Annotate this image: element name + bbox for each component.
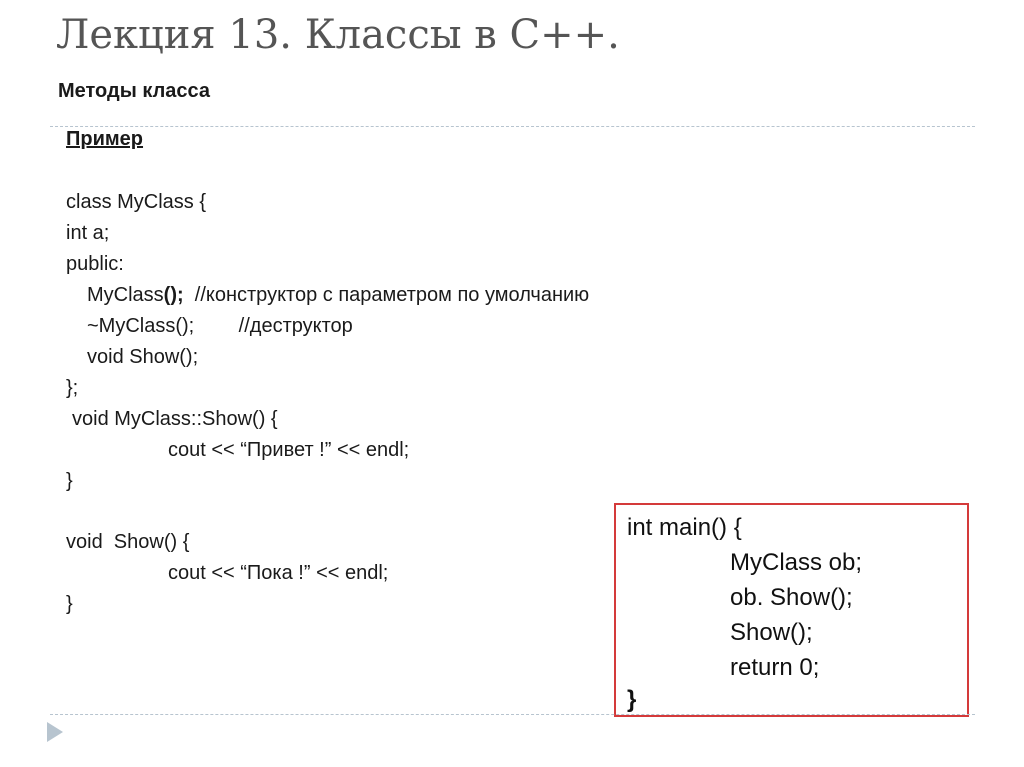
slide-title: Лекция 13. Классы в С++. (56, 12, 620, 58)
code-line: } (66, 593, 73, 615)
main-line: } (627, 686, 637, 713)
code-line: int a; (66, 222, 110, 244)
main-line: MyClass ob; (730, 549, 863, 576)
code-line: void Show(); (87, 346, 199, 368)
main-line: int main() { (627, 514, 742, 541)
code-line: } (66, 470, 73, 492)
code-line-constructor (87, 283, 589, 307)
main-line: Show(); (730, 619, 813, 646)
code-line: cout << “Пока !” << endl; (168, 562, 389, 584)
code-line: void Show() { (66, 531, 190, 553)
example-heading: Пример (66, 128, 144, 150)
code-line: void MyClass::Show() { (72, 408, 278, 430)
main-line: ob. Show(); (730, 584, 853, 611)
code-token: MyClass (87, 284, 164, 306)
slide-subtitle: Методы класса (58, 80, 211, 102)
main-line: return 0; (730, 654, 820, 681)
code-comment: //конструктор с параметром по умолчанию (183, 284, 590, 306)
code-line: class MyClass { (66, 191, 207, 213)
top-divider (50, 126, 975, 127)
code-line: cout << “Привет !” << endl; (168, 439, 410, 461)
code-line: public: (66, 253, 124, 275)
code-line: }; (66, 377, 79, 399)
code-line: ~MyClass(); //деструктор (87, 315, 353, 337)
code-token-bold: (); (163, 284, 184, 306)
play-arrow-icon[interactable] (47, 722, 63, 742)
bottom-divider (50, 714, 975, 715)
